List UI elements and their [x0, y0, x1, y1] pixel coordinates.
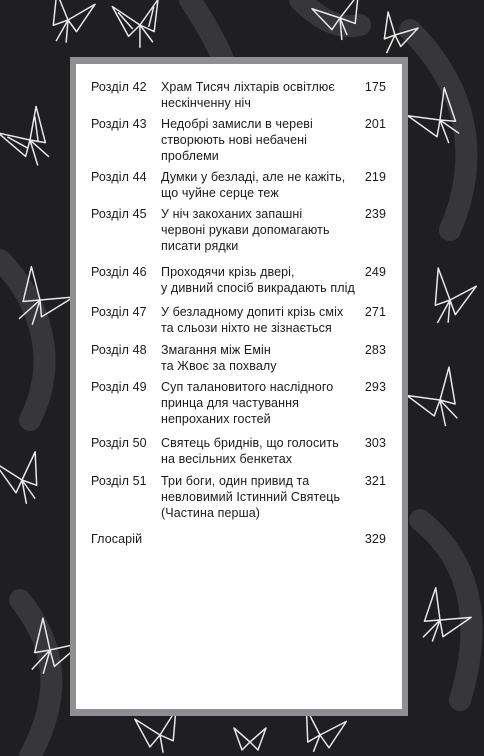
- chapter-label: Розділ 50: [91, 436, 147, 450]
- chapter-label: Розділ 44: [91, 170, 147, 184]
- chapter-label: Розділ 42: [91, 80, 147, 94]
- toc-entry[interactable]: [76, 342, 402, 379]
- toc-entry[interactable]: [76, 206, 402, 264]
- chapter-label: Розділ 48: [91, 343, 147, 357]
- page-number: 239: [364, 207, 386, 221]
- chapter-label: Розділ 45: [91, 207, 147, 221]
- chapter-label: Розділ 51: [91, 474, 147, 488]
- page-number: 219: [364, 170, 386, 184]
- toc-entry[interactable]: [76, 264, 402, 304]
- chapter-title: Суп талановитого наслідного принца для частування непроханих гостей: [161, 380, 334, 426]
- chapter-title: Думки у безладі, але не кажіть, що чуйне серце теж: [161, 170, 346, 200]
- chapter-label: Розділ 47: [91, 305, 147, 319]
- chapter-label: Розділ 43: [91, 117, 147, 131]
- toc-glossary[interactable]: [76, 531, 402, 551]
- toc-panel: [76, 64, 402, 709]
- chapter-title: У ніч закоханих запашні червоні рукави допомагають писати рядки: [161, 207, 330, 253]
- chapter-title: Храм Тисяч ліхтарів освітлює нескінченну ніч: [161, 80, 335, 110]
- chapter-title: Змагання між Емін та Жвоє за похвалу: [161, 343, 277, 373]
- toc-entry[interactable]: [76, 435, 402, 473]
- toc-entry[interactable]: [76, 379, 402, 435]
- toc-entry[interactable]: [76, 473, 402, 531]
- toc-entry[interactable]: [76, 169, 402, 206]
- page-number: 293: [364, 380, 386, 394]
- toc-entry[interactable]: [76, 116, 402, 169]
- page-number: 329: [364, 532, 386, 546]
- chapter-title: У безладному допиті крізь сміх та сльози ніхто не зізнається: [161, 305, 344, 335]
- page-number: 271: [364, 305, 386, 319]
- chapter-label: Розділ 46: [91, 265, 147, 279]
- page-number: 321: [364, 474, 386, 488]
- glossary-label: Глосарій: [91, 532, 143, 546]
- page-frame: [70, 57, 408, 716]
- page-number: 283: [364, 343, 386, 357]
- table-of-contents: [76, 79, 402, 551]
- page-number: 303: [364, 436, 386, 450]
- chapter-title: Недобрі замисли в череві створюють нові небачені проблеми: [161, 117, 313, 163]
- chapter-title: Три боги, один привид та невловимий Істинний Святець (Частина перша): [161, 474, 341, 520]
- page-number: 249: [364, 265, 386, 279]
- page-number: 201: [364, 117, 386, 131]
- chapter-title: Святець бриднів, що голосить на весільних бенкетах: [161, 436, 339, 466]
- page-number: 175: [364, 80, 386, 94]
- toc-entry[interactable]: [76, 79, 402, 116]
- toc-entry[interactable]: [76, 304, 402, 342]
- chapter-title: Проходячи крізь двері, у дивний спосіб викрадають плід: [161, 265, 355, 295]
- chapter-label: Розділ 49: [91, 380, 147, 394]
